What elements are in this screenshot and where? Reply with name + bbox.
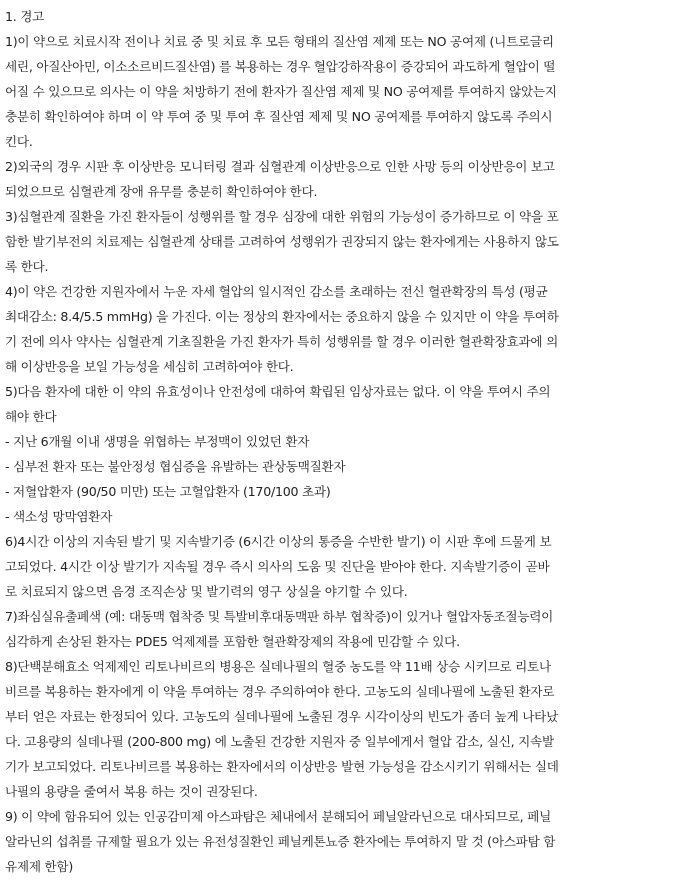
text-line: 유제제 한함): [5, 859, 73, 874]
text-line: 다. 고용량의 실데나필 (200-800 mg) 에 노출된 건강한 지원자 중 일부에게서 혈압 감소, 실신, 지속발: [5, 734, 554, 749]
text-line: 1)이 약으로 치료시작 전이나 치료 중 및 치료 후 모든 형태의 질산염 제제 또는 NO 공여제 (니트로글리: [5, 34, 554, 49]
text-line: - 심부전 환자 또는 불안정성 협심증을 유발하는 관상동맥질환자: [5, 459, 346, 474]
text-line: 3)심혈관계 질환을 가진 환자들이 성행위를 할 경우 심장에 대한 위험의 가능성이 증가하므로 이 약을 포: [5, 209, 559, 224]
text-line: 5)다음 환자에 대한 이 약의 유효성이나 안전성에 대하여 확립된 임상자료는 없다. 이 약을 투여시 주의: [5, 384, 551, 399]
text-line: 6)4시간 이상의 지속된 발기 및 지속발기증 (6시간 이상의 통증을 수반한 발기) 이 시판 후에 드물게 보: [5, 534, 552, 549]
text-line: 록 한다.: [5, 259, 49, 274]
text-line: 4)이 약은 건강한 지원자에서 누운 자세 혈압의 일시적인 감소를 초래하는 전신 혈관확장의 특성 (평균: [5, 284, 548, 299]
text-line: 심각하게 손상된 환자는 PDE5 억제제를 포함한 혈관확장제의 작용에 민감할 수 있다.: [5, 634, 460, 649]
text-line: 7)좌심실유출폐색 (예: 대동맥 협착증 및 특발비후대동맥판 하부 협착증)이 있거나 혈압자동조절능력이: [5, 609, 554, 624]
text-line: 킨다.: [5, 134, 33, 149]
text-line: 해 이상반응을 보일 가능성을 세심히 고려하여야 한다.: [5, 359, 294, 374]
text-line: 고되었다. 4시간 이상 발기가 지속될 경우 즉시 의사의 도움 및 진단을 받아야 한다. 지속발기증이 곧바: [5, 559, 550, 574]
text-line: 함한 발기부전의 치료제는 심혈관계 상태를 고려하여 성행위가 권장되지 않는 환자에게는 사용하지 않도: [5, 234, 559, 249]
text-line: 어질 수 있으므로 의사는 이 약을 처방하기 전에 환자가 질산염 제제 및 NO 공여제를 투여하지 않았는지: [5, 84, 557, 99]
text-line: 8)단백분해효소 억제제인 리토나비르의 병용은 실데나필의 혈중 농도를 약 11배 상승 시키므로 리토나: [5, 659, 551, 674]
text-line: 로 치료되지 않으면 음경 조직손상 및 발기력의 영구 상실을 야기할 수 있다.: [5, 584, 408, 599]
text-line: 해야 한다: [5, 409, 57, 424]
text-line: - 색소성 망막염환자: [5, 509, 113, 524]
text-line: 부터 얻은 자료는 한정되어 있다. 고농도의 실데나필에 노출된 경우 시각이상의 빈도가 좀더 높게 나타났: [5, 709, 558, 724]
text-line: - 저혈압환자 (90/50 미만) 또는 고혈압환자 (170/100 초과): [5, 484, 331, 499]
text-line: 세린, 아질산아민, 이소소르비드질산염) 를 복용하는 경우 혈압강하작용이 증강되어 과도하게 혈압이 떨: [5, 59, 556, 74]
text-line: 비르를 복용하는 환자에게 이 약을 투여하는 경우 주의하여야 한다. 고농도의 실데나필에 노출된 환자로: [5, 684, 555, 699]
text-line: 최대감소: 8.4/5.5 mmHg) 을 가진다. 이는 정상의 환자에서는 중요하지 않을 수 있지만 이 약을 투여하: [5, 309, 559, 324]
text-line: 기 전에 의사 약사는 심혈관계 기초질환을 가진 환자가 특히 성행위를 할 경우 이러한 혈관확장효과에 의: [5, 334, 558, 349]
text-line: 2)외국의 경우 시판 후 이상반응 모니터링 결과 심혈관계 이상반응으로 인한 사망 등의 이상반응이 보고: [5, 159, 555, 174]
text-line: 되었으므로 심혈관계 장애 유무를 충분히 확인하여야 한다.: [5, 184, 318, 199]
section-heading: 1. 경고: [5, 9, 45, 24]
text-line: 기가 보고되었다. 리토나비르를 복용하는 환자에서의 이상반응 발현 가능성을 감소시키기 위해서는 실데: [5, 759, 559, 774]
text-line: 충분히 확인하여야 하며 이 약 투여 중 및 투여 후 질산염 제제 및 NO 공여제를 투여하지 않도록 주의시: [5, 109, 553, 124]
text-line: 알라닌의 섭취를 규제할 필요가 있는 유전성질환인 페닐케톤뇨증 환자에는 투여하지 말 것 (아스파탐 함: [5, 834, 556, 849]
text-line: - 지난 6개월 이내 생명을 위협하는 부정맥이 있었던 환자: [5, 434, 310, 449]
text-line: 나필의 용량을 줄여서 복용 하는 것이 권장된다.: [5, 784, 258, 799]
text-line: 9) 이 약에 함유되어 있는 인공감미제 아스파탐은 체내에서 분해되어 페닐알라닌으로 대사되므로, 페닐: [5, 809, 552, 824]
